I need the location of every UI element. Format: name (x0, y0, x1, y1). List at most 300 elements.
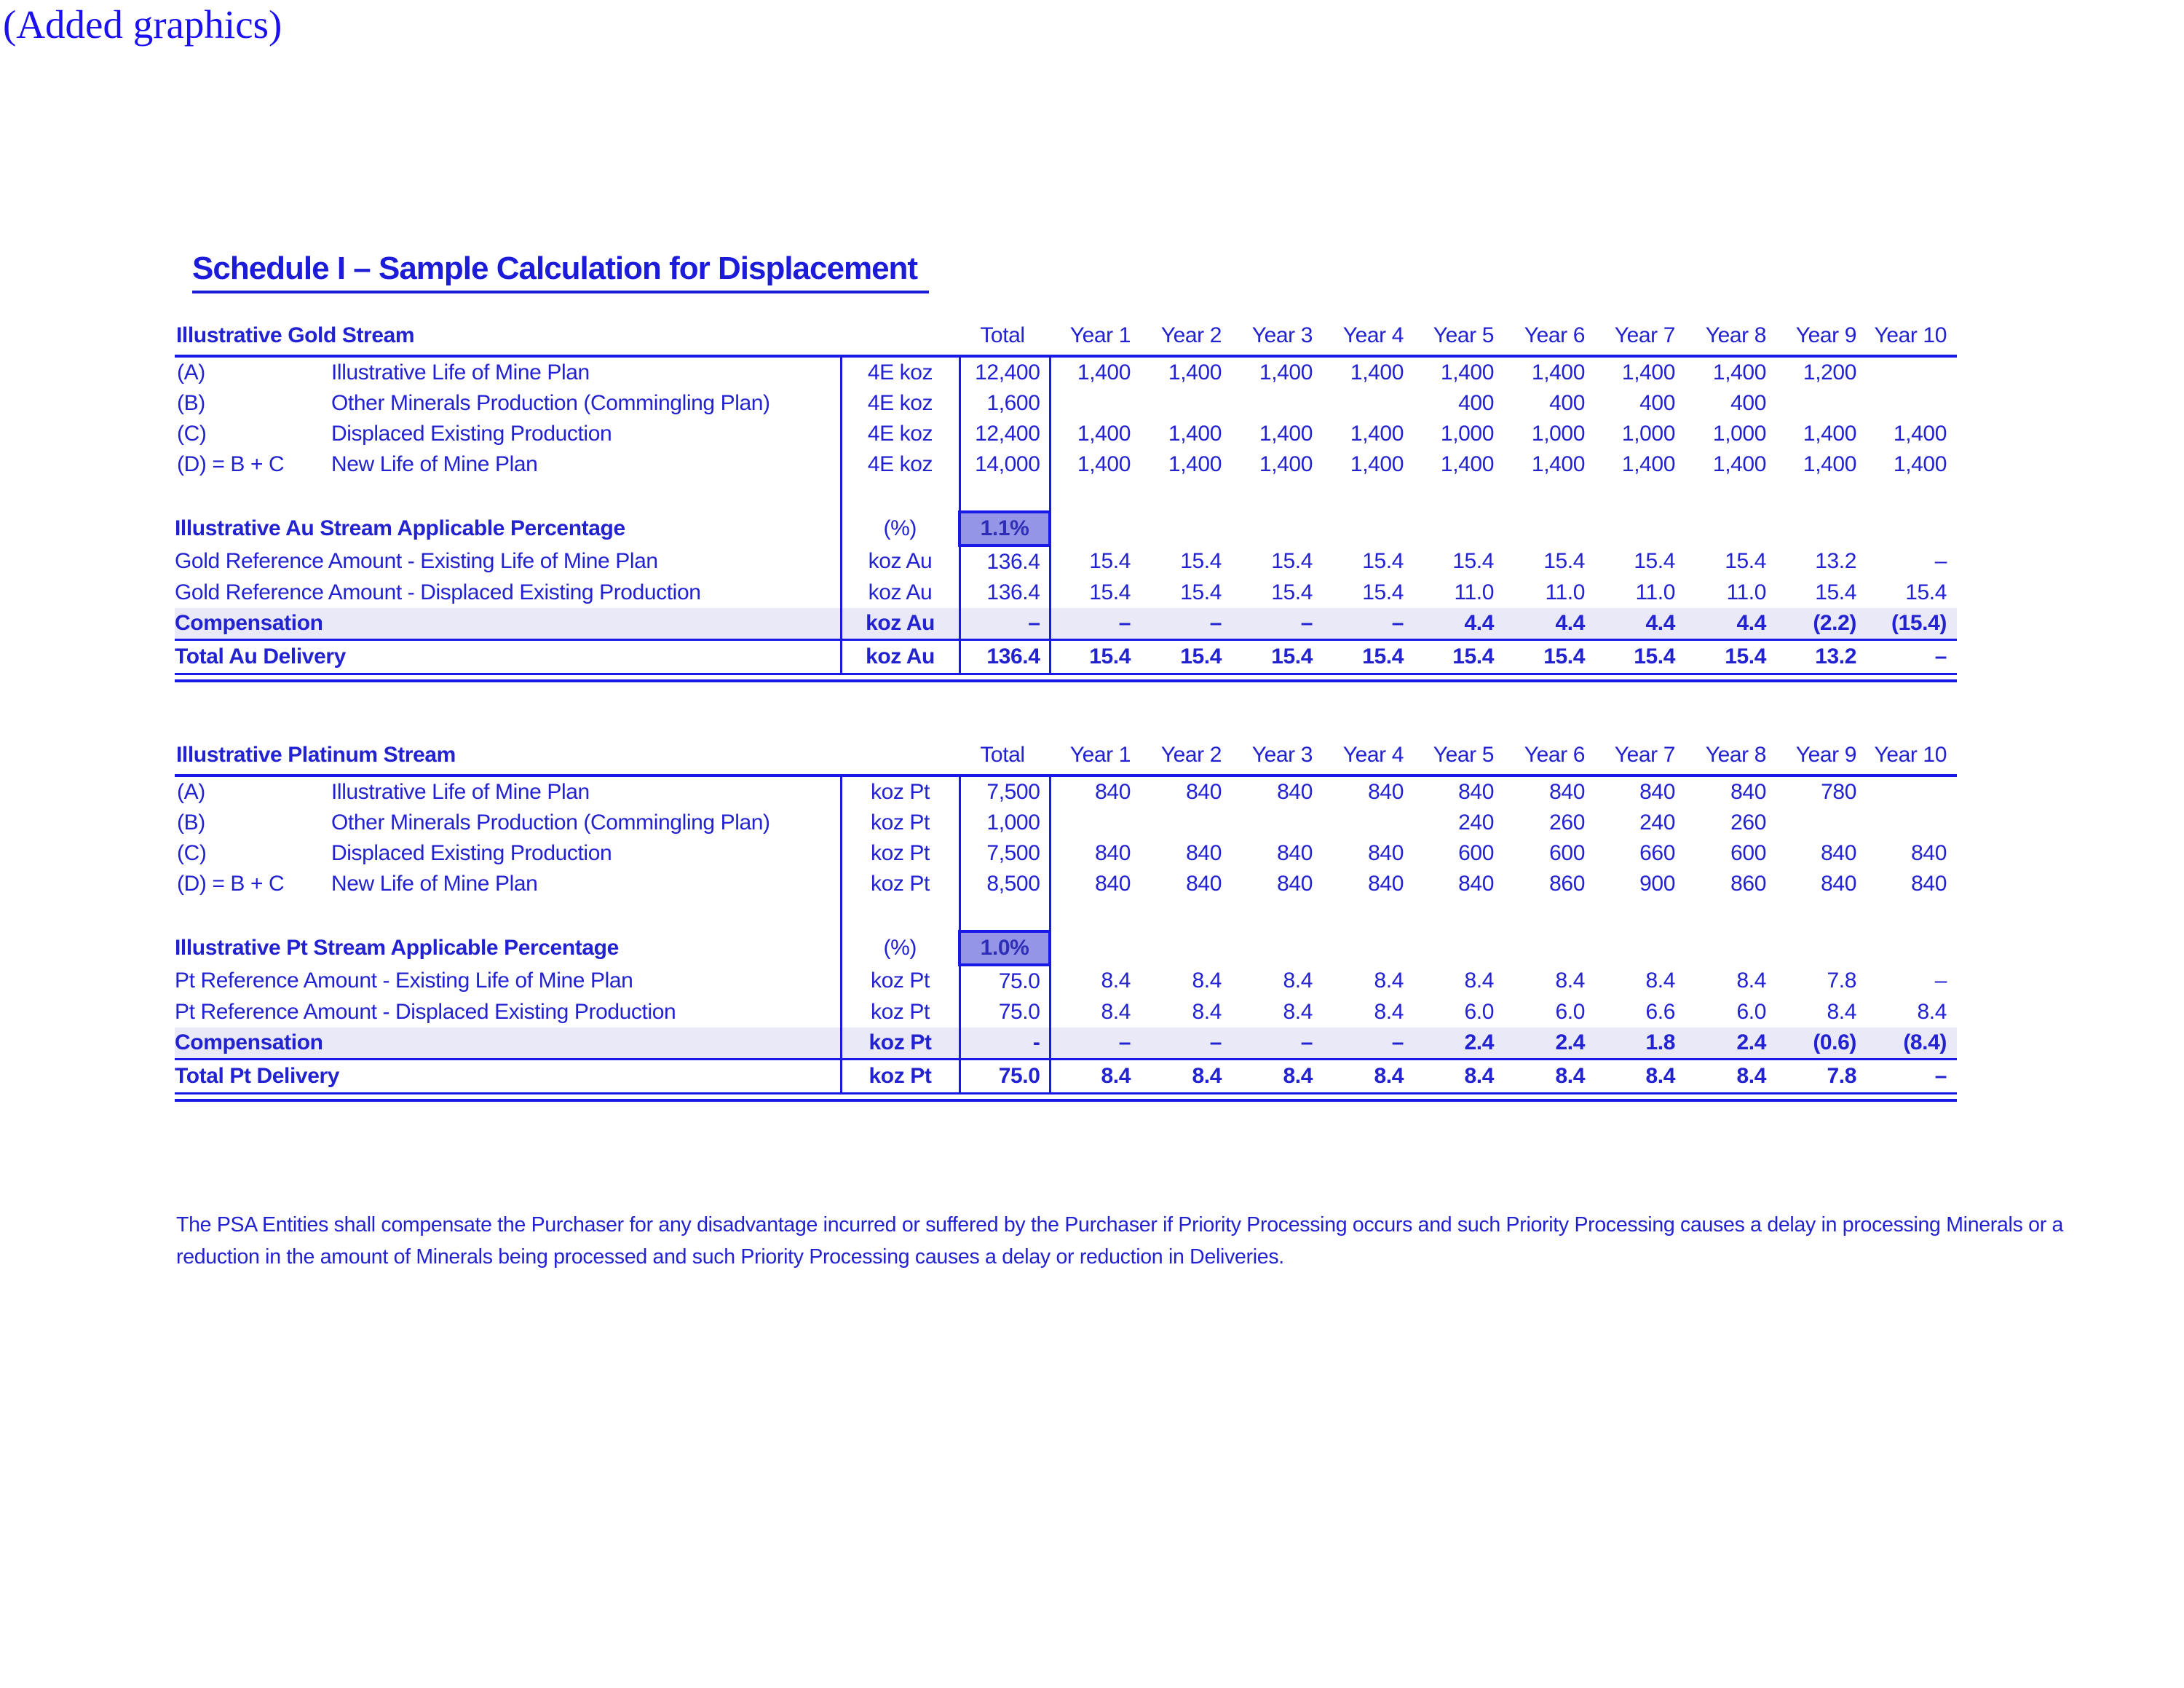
year-value-cell: 8.4 (1232, 1060, 1323, 1094)
column-header-year: Year 7 (1595, 310, 1685, 356)
year-value-cell: 8.4 (1736, 969, 1766, 993)
year-value-cell: 15.4 (1504, 640, 1595, 674)
year-value-cell: 7.8 (1827, 969, 1856, 993)
row-description: Pt Reference Amount - Displaced Existing Production (175, 1000, 676, 1024)
year-value-cell: 840 (1368, 841, 1404, 865)
table-row (175, 577, 1957, 608)
year-value-cell (1776, 808, 1867, 838)
year-value-cell: 1,400 (1350, 422, 1404, 446)
year-value-cell: 260 (1730, 811, 1766, 835)
year-value-cell: 400 (1639, 391, 1675, 415)
year-value-cell: 1,400 (1077, 452, 1131, 476)
year-value-cell: 1,400 (1712, 360, 1766, 384)
year-value-cell: 15.4 (1271, 580, 1313, 604)
year-value-cell (1595, 931, 1685, 965)
year-value-cell: 15.4 (1180, 580, 1222, 604)
row-description: Total Pt Delivery (175, 1060, 841, 1094)
year-value-cell: 1,400 (1440, 360, 1494, 384)
year-value-cell (1141, 388, 1232, 419)
total-cell: 136.4 (960, 640, 1050, 674)
year-value-cell (1323, 808, 1414, 838)
spacer-cell (175, 480, 841, 512)
unit-cell: koz Au (841, 545, 960, 577)
year-value-cell: 1,000 (1621, 422, 1675, 446)
year-value-cell: 15.4 (1414, 640, 1504, 674)
table-row (175, 1060, 1957, 1094)
year-value-cell: – (1867, 640, 1957, 674)
year-value-cell (1323, 931, 1414, 965)
year-value-cell: 8.4 (1283, 1000, 1313, 1024)
year-value-cell: 840 (1186, 872, 1222, 896)
year-value-cell: 1,400 (1803, 422, 1856, 446)
year-value-cell: 8.4 (1414, 1060, 1504, 1094)
row-description: Gold Reference Amount - Existing Life of Mine Plan (175, 549, 658, 573)
year-value-cell: 840 (1277, 780, 1313, 804)
table-row (175, 808, 1957, 838)
year-value-cell: 1,400 (1077, 422, 1131, 446)
year-value-cell: 840 (1639, 780, 1675, 804)
year-value-cell: 11.0 (1635, 580, 1675, 604)
year-value-cell: 15.4 (1323, 640, 1414, 674)
row-description: New Life of Mine Plan (331, 452, 538, 476)
year-value-cell (1776, 931, 1867, 965)
unit-cell: koz Pt (841, 869, 960, 899)
year-value-cell: 15.4 (1815, 580, 1856, 604)
row-description: Illustrative Pt Stream Applicable Percentage (175, 936, 619, 960)
table-title: Illustrative Gold Stream (175, 310, 960, 356)
year-value-cell: 1,200 (1803, 360, 1856, 384)
year-value-cell: 8.4 (1555, 969, 1585, 993)
year-value-cell: 1,400 (1621, 452, 1675, 476)
year-value-cell: 1,400 (1350, 360, 1404, 384)
year-value-cell (1867, 899, 1957, 931)
table-row (175, 776, 1957, 808)
year-value-cell: 15.4 (1634, 549, 1675, 573)
spacer-cell (175, 899, 841, 931)
year-value-cell (1141, 931, 1232, 965)
row-description: Other Minerals Production (Commingling Plan) (331, 811, 770, 835)
year-value-cell: 400 (1549, 391, 1585, 415)
year-value-cell: 900 (1639, 872, 1675, 896)
year-value-cell: 240 (1639, 811, 1675, 835)
total-cell: 7,500 (960, 838, 1050, 869)
year-value-cell: 4.4 (1504, 608, 1595, 640)
year-value-cell: 8.4 (1101, 969, 1131, 993)
table-row (175, 512, 1957, 545)
year-value-cell (1050, 931, 1141, 965)
unit-cell: koz Pt (841, 776, 960, 808)
table-row (175, 838, 1957, 869)
year-value-cell (1595, 899, 1685, 931)
table-row (175, 1028, 1957, 1060)
year-value-cell: – (1323, 608, 1414, 640)
total-cell: 7,500 (960, 776, 1050, 808)
year-value-cell: 840 (1549, 780, 1585, 804)
year-value-cell (1414, 931, 1504, 965)
table-gold-stream (175, 310, 1957, 682)
year-value-cell: 8.4 (1192, 1000, 1222, 1024)
footnote-line: reduction in the amount of Minerals being processed and such Priority Processing causes a delay or reduction in Deliveries. (176, 1245, 1284, 1269)
year-value-cell: 840 (1730, 780, 1766, 804)
table-title: Illustrative Platinum Stream (175, 730, 960, 776)
column-header-year: Year 5 (1414, 310, 1504, 356)
column-header-year: Year 9 (1776, 730, 1867, 776)
stream-data-table (175, 310, 1957, 675)
year-value-cell: 1,000 (1712, 422, 1766, 446)
total-cell: 75.0 (960, 997, 1050, 1028)
unit-cell: koz Pt (841, 808, 960, 838)
year-value-cell: 15.4 (1180, 549, 1222, 573)
year-value-cell: 840 (1458, 780, 1494, 804)
total-cell: 12,400 (960, 419, 1050, 449)
year-value-cell (1414, 899, 1504, 931)
year-value-cell: 1,400 (1893, 422, 1947, 446)
unit-cell: 4E koz (841, 356, 960, 388)
unit-cell: koz Pt (841, 1028, 960, 1060)
total-cell: 75.0 (960, 965, 1050, 997)
total-cell: 75.0 (960, 1060, 1050, 1094)
table-row (175, 640, 1957, 674)
year-value-cell: 600 (1730, 841, 1766, 865)
unit-cell: (%) (841, 512, 960, 545)
column-header-year: Year 7 (1595, 730, 1685, 776)
year-value-cell (1867, 388, 1957, 419)
year-value-cell: 6.0 (1736, 1000, 1766, 1024)
row-description: Pt Reference Amount - Existing Life of Mine Plan (175, 969, 633, 993)
year-value-cell: 4.4 (1685, 608, 1776, 640)
added-graphics-note: (Added graphics) (3, 2, 282, 47)
column-header-year: Year 4 (1323, 310, 1414, 356)
year-value-cell: 8.4 (1323, 1060, 1414, 1094)
column-header-year: Year 8 (1685, 310, 1776, 356)
year-value-cell: 1,400 (1531, 452, 1585, 476)
column-header-year: Year 6 (1504, 730, 1595, 776)
row-description: Compensation (175, 1028, 841, 1060)
year-value-cell: – (1141, 608, 1232, 640)
year-value-cell: 8.4 (1645, 969, 1675, 993)
year-value-cell: 1,400 (1168, 452, 1222, 476)
row-label: (D) = B + C (177, 872, 285, 896)
year-value-cell (1685, 899, 1776, 931)
year-value-cell: 11.0 (1726, 580, 1766, 604)
row-description: Gold Reference Amount - Displaced Existing Production (175, 580, 701, 604)
year-value-cell (1323, 899, 1414, 931)
year-value-cell: 15.4 (1089, 549, 1131, 573)
year-value-cell (1232, 388, 1323, 419)
year-value-cell: 15.4 (1050, 640, 1141, 674)
unit-cell (841, 899, 960, 931)
year-value-cell: 8.4 (1050, 1060, 1141, 1094)
total-cell: 1,600 (960, 388, 1050, 419)
year-value-cell (1414, 480, 1504, 512)
table-row (175, 869, 1957, 899)
year-value-cell (1232, 512, 1323, 545)
row-label: (C) (177, 422, 207, 446)
row-label: (D) = B + C (177, 452, 285, 476)
year-value-cell (1050, 808, 1141, 838)
year-value-cell (1867, 480, 1957, 512)
year-value-cell: 8.4 (1827, 1000, 1856, 1024)
unit-cell: 4E koz (841, 388, 960, 419)
unit-cell: 4E koz (841, 419, 960, 449)
year-value-cell (1141, 899, 1232, 931)
year-value-cell: 1,400 (1621, 360, 1675, 384)
row-description: New Life of Mine Plan (331, 872, 538, 896)
unit-cell (841, 480, 960, 512)
year-value-cell: 840 (1368, 872, 1404, 896)
year-value-cell (1323, 388, 1414, 419)
table-row (175, 965, 1957, 997)
column-header-year: Year 1 (1050, 730, 1141, 776)
year-value-cell: 240 (1458, 811, 1494, 835)
year-value-cell: 840 (1368, 780, 1404, 804)
year-value-cell: 2.4 (1685, 1028, 1776, 1060)
year-value-cell: 1,000 (1531, 422, 1585, 446)
year-value-cell: 8.4 (1283, 969, 1313, 993)
unit-cell: koz Pt (841, 997, 960, 1028)
year-value-cell (1867, 931, 1957, 965)
table-row (175, 388, 1957, 419)
row-description: Displaced Existing Production (331, 422, 612, 446)
year-value-cell (1141, 512, 1232, 545)
year-value-cell (1232, 480, 1323, 512)
year-value-cell: – (1934, 549, 1947, 573)
year-value-cell: 600 (1549, 841, 1585, 865)
table-row (175, 356, 1957, 388)
unit-cell: koz Pt (841, 838, 960, 869)
column-header-total: Total (960, 730, 1050, 776)
year-value-cell: 11.0 (1545, 580, 1585, 604)
unit-cell: koz Au (841, 577, 960, 608)
unit-cell: koz Pt (841, 1060, 960, 1094)
year-value-cell: 260 (1549, 811, 1585, 835)
year-value-cell (1323, 512, 1414, 545)
year-value-cell: 840 (1095, 780, 1131, 804)
year-value-cell: 4.4 (1414, 608, 1504, 640)
row-label: (C) (177, 841, 207, 865)
column-header-year: Year 4 (1323, 730, 1414, 776)
year-value-cell: 840 (1277, 841, 1313, 865)
row-label: (B) (177, 811, 205, 835)
year-value-cell: 1,400 (1259, 452, 1313, 476)
stream-data-table (175, 730, 1957, 1095)
year-value-cell: 15.4 (1725, 549, 1766, 573)
row-description: Illustrative Life of Mine Plan (331, 360, 590, 384)
year-value-cell: 1,400 (1168, 422, 1222, 446)
year-value-cell: 1,400 (1259, 422, 1313, 446)
year-value-cell (1776, 480, 1867, 512)
total-cell: - (960, 1028, 1050, 1060)
year-value-cell: 1,400 (1168, 360, 1222, 384)
year-value-cell: (8.4) (1867, 1028, 1957, 1060)
year-value-cell (1414, 512, 1504, 545)
row-description: Illustrative Life of Mine Plan (331, 780, 590, 804)
year-value-cell: 15.4 (1543, 549, 1585, 573)
year-value-cell: 8.4 (1374, 1000, 1404, 1024)
year-value-cell: 15.4 (1271, 549, 1313, 573)
year-value-cell (1867, 512, 1957, 545)
row-description: Illustrative Au Stream Applicable Percentage (175, 516, 625, 540)
total-cell: 1,000 (960, 808, 1050, 838)
year-value-cell: 1,400 (1712, 452, 1766, 476)
total-cell (960, 480, 1050, 512)
year-value-cell (1595, 512, 1685, 545)
year-value-cell (1867, 808, 1957, 838)
year-value-cell: 15.4 (1232, 640, 1323, 674)
year-value-cell: 8.4 (1464, 969, 1494, 993)
table-bottom-double-rule (175, 675, 1957, 682)
column-header-year: Year 3 (1232, 310, 1323, 356)
year-value-cell: 860 (1730, 872, 1766, 896)
column-header-year: Year 10 (1867, 310, 1957, 356)
year-value-cell (1232, 931, 1323, 965)
unit-cell: koz Pt (841, 965, 960, 997)
year-value-cell: 860 (1549, 872, 1585, 896)
year-value-cell: 6.6 (1645, 1000, 1675, 1024)
year-value-cell: (15.4) (1867, 608, 1957, 640)
page-title: Schedule I – Sample Calculation for Displacement (192, 251, 929, 293)
year-value-cell: 780 (1821, 780, 1856, 804)
year-value-cell (1504, 480, 1595, 512)
total-cell (960, 899, 1050, 931)
year-value-cell: 15.4 (1595, 640, 1685, 674)
year-value-cell (1050, 388, 1141, 419)
year-value-cell: 840 (1186, 780, 1222, 804)
total-cell: – (960, 608, 1050, 640)
table-platinum-stream (175, 730, 1957, 1102)
header-row (175, 730, 1957, 776)
year-value-cell: 840 (1458, 872, 1494, 896)
year-value-cell: 8.4 (1504, 1060, 1595, 1094)
row-description: Compensation (175, 608, 841, 640)
year-value-cell: 7.8 (1776, 1060, 1867, 1094)
year-value-cell: 13.2 (1815, 549, 1856, 573)
year-value-cell: 1,400 (1531, 360, 1585, 384)
year-value-cell: 15.4 (1141, 640, 1232, 674)
table-row (175, 449, 1957, 480)
column-header-year: Year 6 (1504, 310, 1595, 356)
column-header-year: Year 1 (1050, 310, 1141, 356)
year-value-cell: 840 (1821, 872, 1856, 896)
table-row (175, 899, 1957, 931)
applicable-percentage-cell: 1.0% (960, 931, 1050, 965)
year-value-cell: 2.4 (1414, 1028, 1504, 1060)
row-description: Total Au Delivery (175, 640, 841, 674)
year-value-cell (1323, 480, 1414, 512)
year-value-cell: (0.6) (1776, 1028, 1867, 1060)
unit-cell: koz Au (841, 640, 960, 674)
column-header-total: Total (960, 310, 1050, 356)
year-value-cell: 1,400 (1077, 360, 1131, 384)
year-value-cell (1141, 480, 1232, 512)
table-row (175, 931, 1957, 965)
year-value-cell (1595, 480, 1685, 512)
year-value-cell: – (1232, 608, 1323, 640)
year-value-cell: 6.0 (1555, 1000, 1585, 1024)
table-bottom-double-rule (175, 1095, 1957, 1102)
unit-cell: 4E koz (841, 449, 960, 480)
year-value-cell (1232, 899, 1323, 931)
year-value-cell: – (1141, 1028, 1232, 1060)
total-cell: 136.4 (960, 545, 1050, 577)
year-value-cell: – (1934, 969, 1947, 993)
year-value-cell: 1.8 (1595, 1028, 1685, 1060)
year-value-cell: 15.4 (1362, 549, 1404, 573)
year-value-cell (1685, 480, 1776, 512)
year-value-cell (1867, 356, 1957, 388)
year-value-cell: – (1867, 1060, 1957, 1094)
year-value-cell (1504, 512, 1595, 545)
row-label: (A) (177, 780, 205, 804)
year-value-cell (1050, 899, 1141, 931)
year-value-cell (1232, 808, 1323, 838)
year-value-cell: 660 (1639, 841, 1675, 865)
year-value-cell: 8.4 (1101, 1000, 1131, 1024)
year-value-cell: 8.4 (1917, 1000, 1947, 1024)
year-value-cell: 600 (1458, 841, 1494, 865)
year-value-cell: 15.4 (1905, 580, 1947, 604)
year-value-cell: 4.4 (1595, 608, 1685, 640)
year-value-cell (1050, 512, 1141, 545)
footnote-line: The PSA Entities shall compensate the Purchaser for any disadvantage incurred or suffered by the Purchaser if Priority Processing occurs and such Priority Processing causes a delay in processing Minerals or a (176, 1213, 2064, 1237)
year-value-cell: 13.2 (1776, 640, 1867, 674)
year-value-cell (1776, 388, 1867, 419)
year-value-cell: – (1323, 1028, 1414, 1060)
year-value-cell: 1,400 (1440, 452, 1494, 476)
column-header-year: Year 5 (1414, 730, 1504, 776)
year-value-cell: 1,400 (1259, 360, 1313, 384)
year-value-cell (1050, 480, 1141, 512)
year-value-cell: 6.0 (1464, 1000, 1494, 1024)
year-value-cell (1867, 776, 1957, 808)
year-value-cell: – (1050, 1028, 1141, 1060)
applicable-percentage-cell: 1.1% (960, 512, 1050, 545)
column-header-year: Year 2 (1141, 730, 1232, 776)
year-value-cell: 840 (1911, 841, 1947, 865)
year-value-cell: 400 (1458, 391, 1494, 415)
unit-cell: koz Au (841, 608, 960, 640)
column-header-year: Year 8 (1685, 730, 1776, 776)
year-value-cell: 8.4 (1192, 969, 1222, 993)
year-value-cell: 1,000 (1440, 422, 1494, 446)
year-value-cell: 8.4 (1141, 1060, 1232, 1094)
year-value-cell: – (1050, 608, 1141, 640)
row-description: Displaced Existing Production (331, 841, 612, 865)
row-description: Other Minerals Production (Commingling Plan) (331, 391, 770, 415)
year-value-cell: 8.4 (1374, 969, 1404, 993)
total-cell: 12,400 (960, 356, 1050, 388)
column-header-year: Year 2 (1141, 310, 1232, 356)
footnote-paragraph (176, 1209, 2063, 1273)
table-row (175, 419, 1957, 449)
year-value-cell (1141, 808, 1232, 838)
year-value-cell (1776, 512, 1867, 545)
year-value-cell (1776, 899, 1867, 931)
year-value-cell: 8.4 (1595, 1060, 1685, 1094)
year-value-cell: 840 (1911, 872, 1947, 896)
year-value-cell: 15.4 (1089, 580, 1131, 604)
year-value-cell: 1,400 (1350, 452, 1404, 476)
column-header-year: Year 9 (1776, 310, 1867, 356)
table-row (175, 997, 1957, 1028)
year-value-cell: – (1232, 1028, 1323, 1060)
year-value-cell (1685, 512, 1776, 545)
year-value-cell: 840 (1821, 841, 1856, 865)
year-value-cell (1504, 899, 1595, 931)
year-value-cell: 2.4 (1504, 1028, 1595, 1060)
column-header-year: Year 3 (1232, 730, 1323, 776)
year-value-cell: 15.4 (1362, 580, 1404, 604)
